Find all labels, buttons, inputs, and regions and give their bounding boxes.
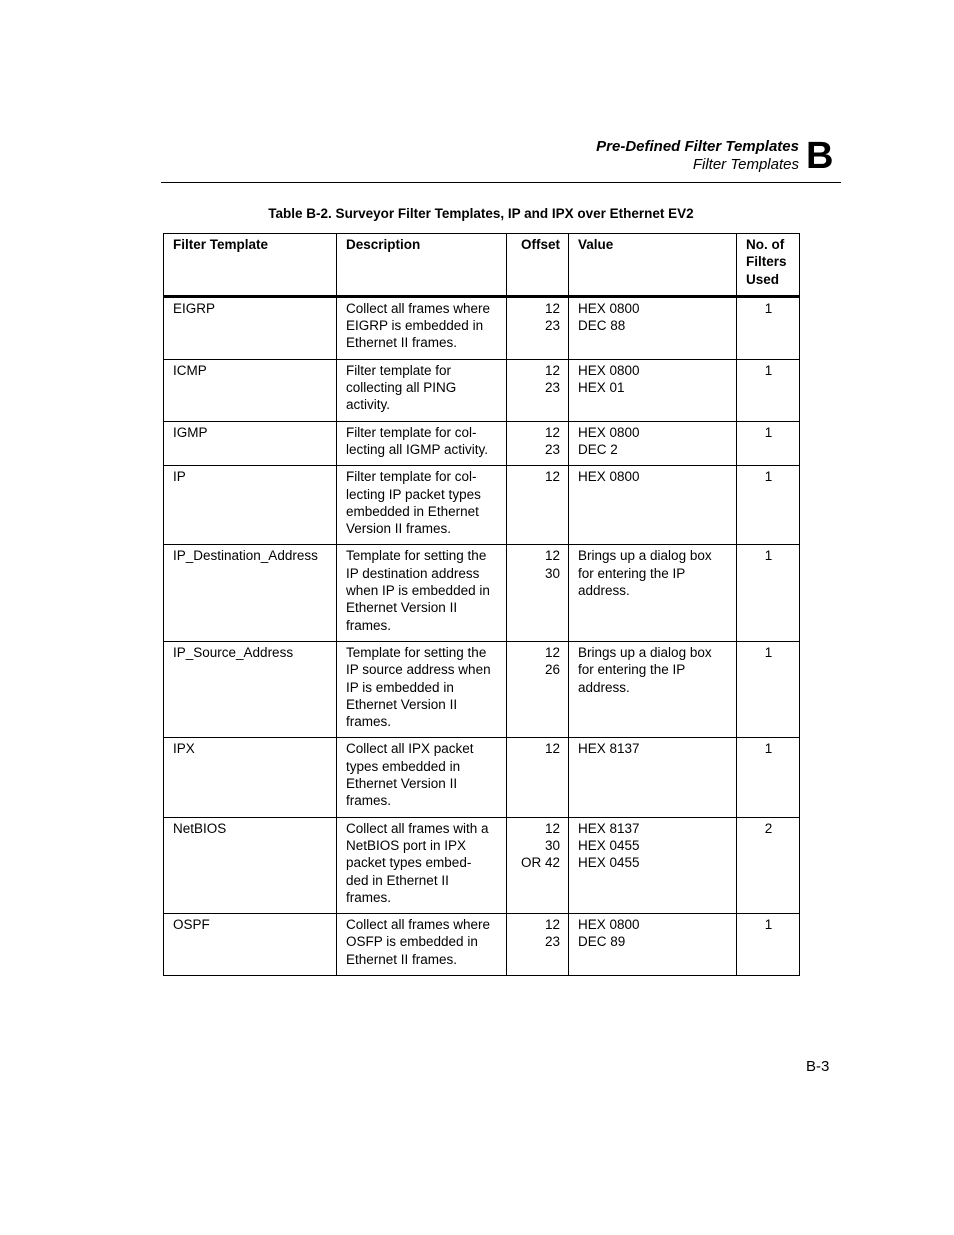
- description-cell: [337, 641, 507, 737]
- value-cell-line: for entering the IP: [578, 565, 686, 581]
- value-cell-line: HEX 0800: [578, 469, 640, 485]
- column-header-text: Value: [578, 237, 614, 252]
- table-header-row: [164, 234, 800, 297]
- value-cell: [569, 738, 737, 817]
- filters-used-cell-text: 1: [764, 362, 773, 378]
- template-cell: [164, 421, 337, 466]
- value-cell-line: HEX 0455: [578, 855, 640, 871]
- page-number: B-3: [806, 1058, 830, 1075]
- table-row: [164, 738, 800, 817]
- description-cell-line: frames.: [346, 714, 392, 730]
- offset-cell-line: 30: [544, 837, 560, 853]
- value-cell: [569, 817, 737, 913]
- description-cell-line: collecting all PING: [346, 380, 457, 396]
- description-cell-line: Ethernet Version II: [346, 696, 458, 712]
- description-cell-line: Ethernet Version II: [346, 600, 458, 616]
- template-cell-text: ICMP: [173, 362, 207, 378]
- offset-cell: [507, 545, 569, 641]
- column-header-text: No. of Filters Used: [746, 237, 787, 287]
- offset-cell-line: 12: [544, 741, 560, 757]
- table-row: [164, 641, 800, 737]
- table-row: [164, 545, 800, 641]
- offset-cell-line: 12: [544, 644, 560, 660]
- template-cell: [164, 545, 337, 641]
- column-header-text: Description: [346, 237, 421, 252]
- offset-cell: [507, 466, 569, 545]
- column-header: [507, 234, 569, 297]
- template-cell-text: IPX: [173, 741, 195, 757]
- appendix-letter: B: [806, 135, 834, 177]
- filters-used-cell-text: 1: [764, 548, 773, 564]
- description-cell-line: lecting all IGMP activity.: [346, 441, 489, 457]
- description-cell-line: IP destination address: [346, 565, 480, 581]
- offset-cell-line: 12: [544, 820, 560, 836]
- offset-cell-line: 12: [544, 300, 560, 316]
- description-cell: [337, 545, 507, 641]
- value-cell: [569, 296, 737, 359]
- header-divider: [161, 182, 841, 183]
- template-cell-text: IP_Destination_Address: [173, 548, 318, 564]
- filter-templates-table: [163, 233, 800, 976]
- description-cell-line: activity.: [346, 397, 391, 413]
- description-cell-line: frames.: [346, 617, 392, 633]
- template-cell: [164, 641, 337, 737]
- column-header: [737, 234, 800, 297]
- description-cell-line: Filter template for: [346, 362, 452, 378]
- value-cell-line: DEC 89: [578, 934, 626, 950]
- description-cell-line: Ethernet Version II: [346, 776, 458, 792]
- column-header: [164, 234, 337, 297]
- description-cell-line: types embedded in: [346, 758, 461, 774]
- table-row: [164, 466, 800, 545]
- offset-cell-line: OR 42: [520, 855, 560, 871]
- description-cell-line: NetBIOS port in IPX: [346, 837, 467, 853]
- value-cell: [569, 359, 737, 421]
- filters-used-cell: [737, 641, 800, 737]
- description-cell-line: Ethernet II frames.: [346, 335, 458, 351]
- template-cell-text: IP_Source_Address: [173, 644, 294, 660]
- table-body: [164, 296, 800, 975]
- description-cell-line: ded in Ethernet II: [346, 872, 449, 888]
- filters-used-cell-text: 1: [764, 917, 773, 933]
- description-cell-line: lecting IP packet types: [346, 486, 481, 502]
- table-row: [164, 296, 800, 359]
- value-cell-line: HEX 0455: [578, 837, 640, 853]
- value-cell: [569, 466, 737, 545]
- filters-used-cell: [737, 466, 800, 545]
- offset-cell-line: 26: [544, 662, 560, 678]
- value-cell-line: HEX 0800: [578, 362, 640, 378]
- description-cell-line: OSFP is embedded in: [346, 934, 478, 950]
- description-cell-line: Collect all frames where: [346, 300, 491, 316]
- filters-used-cell: [737, 817, 800, 913]
- column-header: [337, 234, 507, 297]
- offset-cell: [507, 296, 569, 359]
- filters-used-cell-text: 1: [764, 741, 773, 757]
- template-cell: [164, 738, 337, 817]
- value-cell: [569, 914, 737, 976]
- value-cell-line: HEX 8137: [578, 820, 640, 836]
- table-row: [164, 914, 800, 976]
- description-cell: [337, 817, 507, 913]
- description-cell-line: Template for setting the: [346, 548, 487, 564]
- filters-used-cell-text: 2: [764, 820, 773, 836]
- description-cell-line: Collect all frames with a: [346, 820, 489, 836]
- template-cell-text: EIGRP: [173, 300, 216, 316]
- template-cell: [164, 817, 337, 913]
- table-row: [164, 421, 800, 466]
- value-cell: [569, 421, 737, 466]
- description-cell: [337, 466, 507, 545]
- offset-cell: [507, 359, 569, 421]
- section-title: Pre-Defined Filter Templates: [596, 138, 799, 155]
- value-cell-line: for entering the IP: [578, 662, 686, 678]
- offset-cell: [507, 421, 569, 466]
- offset-cell-line: 12: [544, 469, 560, 485]
- column-header-text: Offset: [520, 237, 560, 252]
- template-cell-text: NetBIOS: [173, 820, 227, 836]
- filters-used-cell-text: 1: [764, 469, 773, 485]
- filters-used-cell: [737, 738, 800, 817]
- description-cell-line: packet types embed-: [346, 855, 472, 871]
- offset-cell-line: 12: [544, 917, 560, 933]
- filters-used-cell-text: 1: [764, 300, 773, 316]
- value-cell-line: DEC 2: [578, 441, 618, 457]
- filters-used-cell: [737, 545, 800, 641]
- description-cell-line: when IP is embedded in: [346, 583, 490, 599]
- offset-cell: [507, 914, 569, 976]
- value-cell-line: HEX 0800: [578, 300, 640, 316]
- offset-cell: [507, 641, 569, 737]
- value-cell-line: DEC 88: [578, 318, 626, 334]
- template-cell-text: IGMP: [173, 424, 208, 440]
- running-header: [596, 138, 799, 174]
- description-cell: [337, 914, 507, 976]
- value-cell: [569, 641, 737, 737]
- description-cell-line: Collect all IPX packet: [346, 741, 474, 757]
- value-cell-line: HEX 01: [578, 380, 625, 396]
- offset-cell-line: 23: [544, 934, 560, 950]
- filters-used-cell-text: 1: [764, 644, 773, 660]
- description-cell-line: IP is embedded in: [346, 679, 454, 695]
- offset-cell-line: 12: [544, 362, 560, 378]
- table-caption: Table B-2. Surveyor Filter Templates, IP and IPX over Ethernet EV2: [268, 206, 694, 221]
- description-cell-line: frames.: [346, 889, 392, 905]
- description-cell-line: IP source address when: [346, 662, 491, 678]
- offset-cell: [507, 738, 569, 817]
- description-cell-line: frames.: [346, 793, 392, 809]
- value-cell-line: Brings up a dialog box: [578, 548, 712, 564]
- description-cell: [337, 421, 507, 466]
- table-row: [164, 359, 800, 421]
- section-subtitle: Filter Templates: [692, 156, 799, 173]
- column-header: [569, 234, 737, 297]
- value-cell-line: address.: [578, 583, 630, 599]
- description-cell-line: embedded in Ethernet: [346, 503, 479, 519]
- template-cell: [164, 466, 337, 545]
- offset-cell-line: 23: [544, 380, 560, 396]
- value-cell-line: HEX 8137: [578, 741, 640, 757]
- description-cell-line: Version II frames.: [346, 521, 452, 537]
- offset-cell-line: 23: [544, 318, 560, 334]
- template-cell-text: IP: [173, 469, 186, 485]
- description-cell-line: EIGRP is embedded in: [346, 318, 484, 334]
- description-cell-line: Template for setting the: [346, 644, 487, 660]
- filters-used-cell: [737, 296, 800, 359]
- filters-used-cell: [737, 359, 800, 421]
- value-cell-line: HEX 0800: [578, 424, 640, 440]
- offset-cell-line: 23: [544, 441, 560, 457]
- offset-cell-line: 12: [544, 548, 560, 564]
- description-cell: [337, 296, 507, 359]
- template-cell-text: OSPF: [173, 917, 210, 933]
- value-cell-line: Brings up a dialog box: [578, 644, 712, 660]
- description-cell-line: Ethernet II frames.: [346, 951, 458, 967]
- value-cell-line: address.: [578, 679, 630, 695]
- filters-used-cell: [737, 421, 800, 466]
- template-cell: [164, 296, 337, 359]
- filters-used-cell: [737, 914, 800, 976]
- description-cell-line: Filter template for col-: [346, 424, 477, 440]
- offset-cell-line: 12: [544, 424, 560, 440]
- value-cell-line: HEX 0800: [578, 917, 640, 933]
- description-cell-line: Filter template for col-: [346, 469, 477, 485]
- value-cell: [569, 545, 737, 641]
- description-cell-line: Collect all frames where: [346, 917, 491, 933]
- column-header-text: Filter Template: [173, 237, 269, 252]
- description-cell: [337, 359, 507, 421]
- offset-cell: [507, 817, 569, 913]
- description-cell: [337, 738, 507, 817]
- table-row: [164, 817, 800, 913]
- template-cell: [164, 359, 337, 421]
- filters-used-cell-text: 1: [764, 424, 773, 440]
- template-cell: [164, 914, 337, 976]
- offset-cell-line: 30: [544, 565, 560, 581]
